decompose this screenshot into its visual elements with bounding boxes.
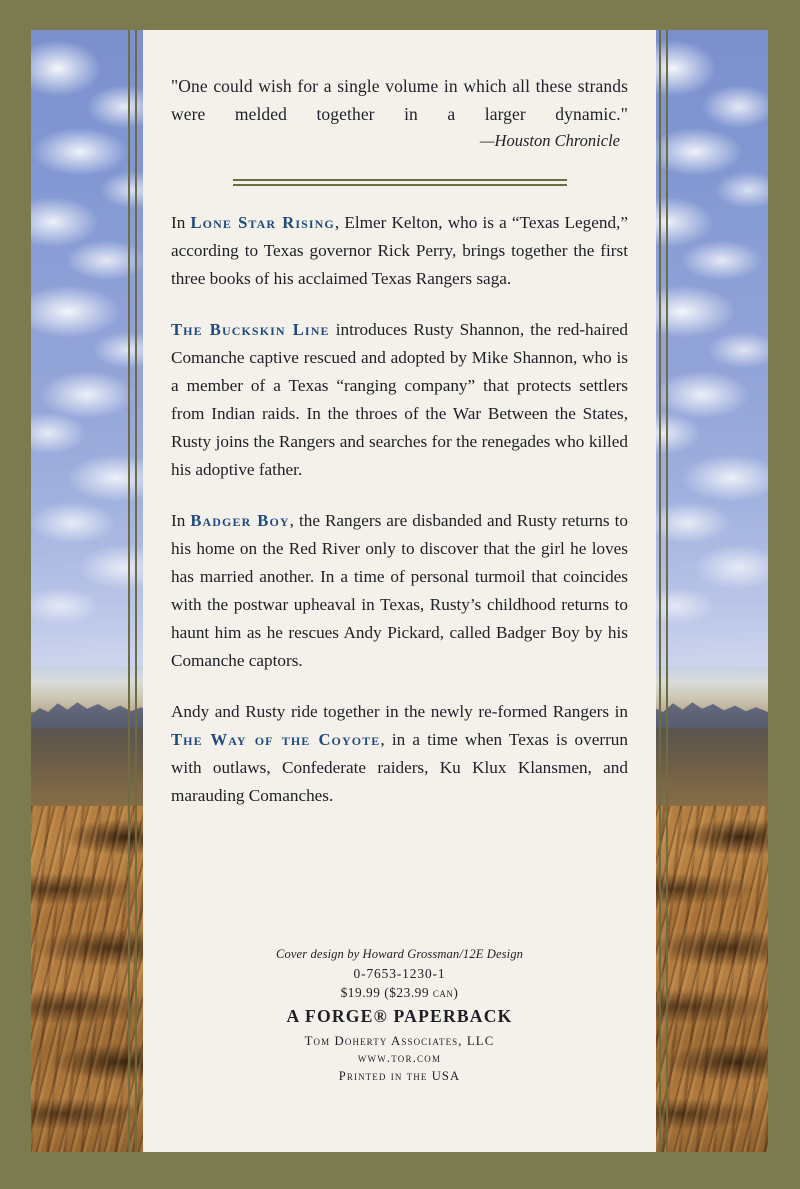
paragraph-lead-in: In (171, 510, 191, 530)
text-panel (143, 30, 656, 1152)
paragraph-body: introduces Rusty Shannon, the red-haired Comanche captive rescued and adopted by Mike Shannon, who is a member of a Texas “ranging company” that protects settlers from Indian raids. In the throes of the War Between the States, Rusty joins the Rangers and searches for the renegades who killed his adoptive father. (171, 319, 628, 479)
work-title-the-way-of-the-coyote: The Way of the Coyote (171, 730, 381, 750)
left-vertical-rule-pair (127, 30, 141, 1152)
paragraph-way-of-the-coyote (171, 675, 628, 810)
paragraph-badger-boy (171, 484, 628, 675)
colophon-block (143, 946, 656, 1086)
work-title-the-buckskin-line: The Buckskin Line (171, 319, 330, 339)
cover-content-block (31, 30, 768, 1152)
vertical-rule (135, 30, 137, 1152)
paragraph-lead-in: In (171, 212, 191, 232)
printed-in-label: Printed in the USA (338, 1068, 461, 1083)
imprint-label: A FORGE® PAPERBACK (286, 1005, 513, 1026)
price-label: $19.99 ($23.99 can) (340, 984, 459, 1000)
work-title-badger-boy: Badger Boy (190, 510, 290, 530)
paragraph-lead-in: Andy and Rusty ride together in the newly re-formed Rangers in (171, 702, 628, 722)
text-panel-inner (171, 30, 628, 810)
cover-design-credit: Cover design by Howard Grossman/12E Design (275, 947, 524, 961)
paragraph-buckskin-line (171, 293, 628, 484)
vertical-rule (666, 30, 668, 1152)
right-vertical-rule-pair (658, 30, 672, 1152)
paragraph-body: , in a time when Texas is overrun with outlaws, Confederate raiders, Ku Klux Klansmen, and marauding Comanches. (171, 730, 628, 806)
review-quote: "One could wish for a single volume in which all these strands were melded together in a larger dynamic." (171, 76, 628, 125)
paragraph-body: , Elmer Kelton, who is a “Texas Legend,” according to Texas governor Rick Perry, brings together the first three books of his acclaimed Texas Rangers saga. (171, 212, 628, 288)
work-title-lone-star-rising: Lone Star Rising (190, 212, 335, 232)
publisher-website[interactable]: www.tor.com (357, 1051, 442, 1066)
vertical-rule (659, 30, 661, 1152)
paragraph-body: , the Rangers are disbanded and Rusty returns to his home on the Red River only to discover that the girl he loves has married another. In a time of personal turmoil that coincides with the postwar upheaval in Texas, Rusty’s childhood returns to haunt him as he rescues Andy Pickard, called Badger Boy by his Comanche captors. (171, 510, 628, 671)
review-attribution: —Houston Chronicle (479, 130, 620, 150)
isbn-number: 0-7653-1230-1 (353, 965, 446, 981)
publisher-name: Tom Doherty Associates, LLC (304, 1033, 495, 1048)
double-rule-divider (233, 179, 567, 186)
vertical-rule (128, 30, 130, 1152)
paragraph-lone-star-rising (171, 186, 628, 293)
